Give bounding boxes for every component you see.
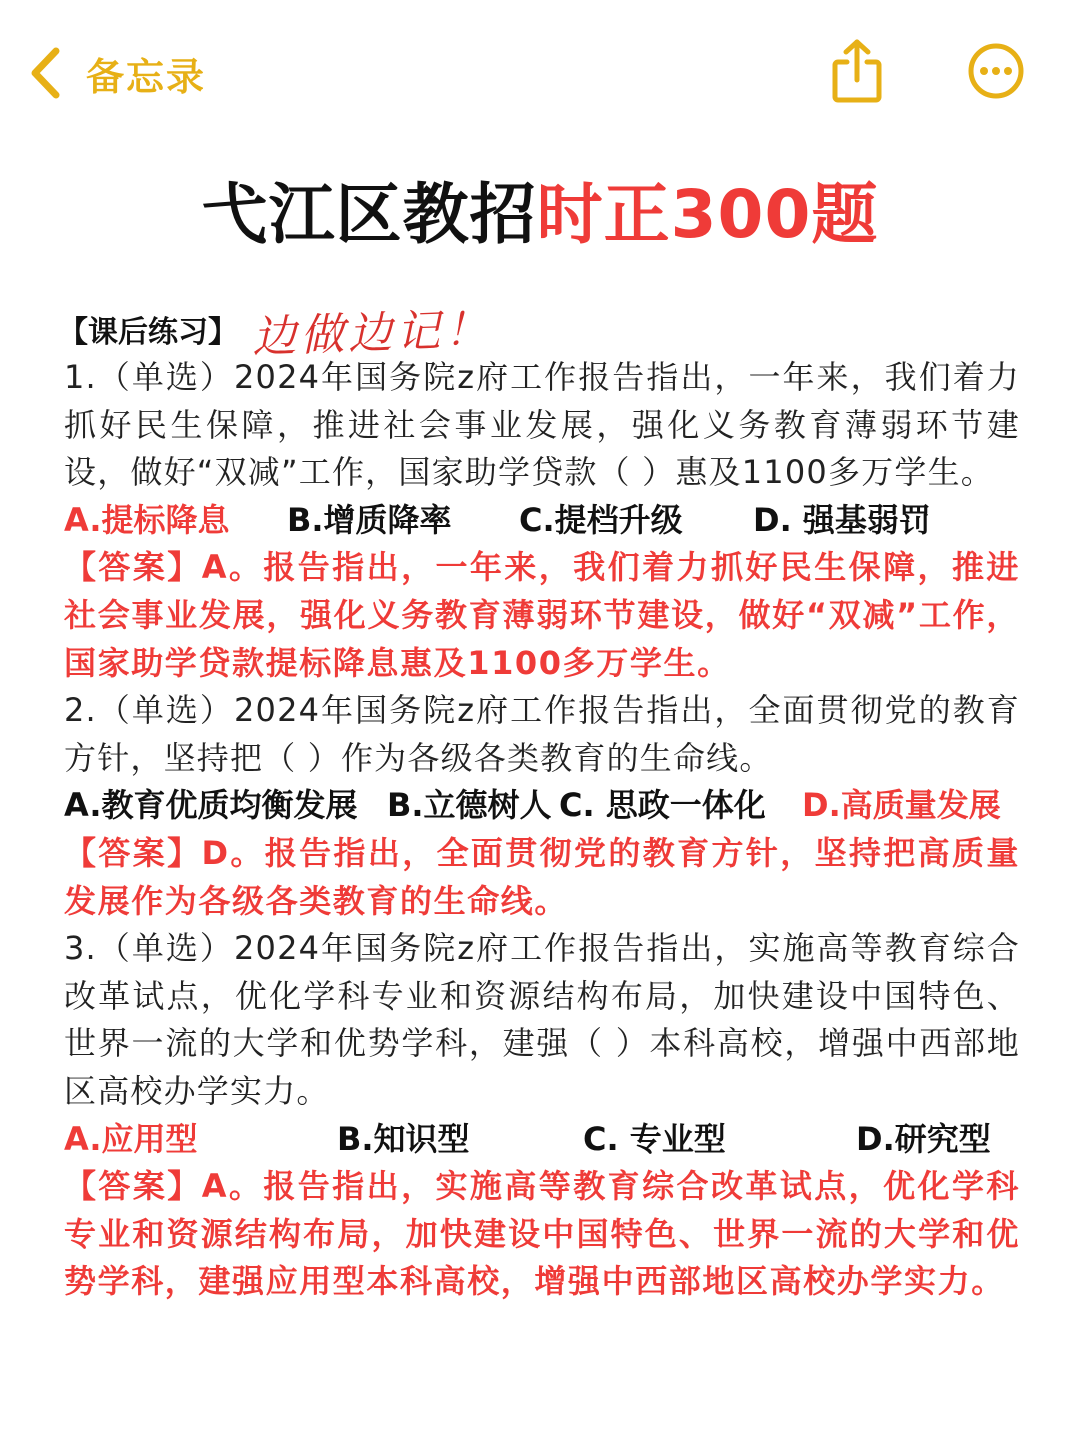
option-b: B.增质降率	[287, 500, 452, 539]
option-a: A.应用型	[64, 1119, 198, 1158]
option-a: A.提标降息	[64, 500, 230, 539]
handwritten-note: 边做边记！	[251, 303, 493, 364]
option-d: D. 强基弱罚	[753, 500, 931, 539]
options-row	[64, 1116, 1020, 1164]
option-d: D.研究型	[856, 1119, 991, 1158]
chevron-left-icon	[28, 46, 62, 100]
question-stem: 2.（单选）2024年国务院z府工作报告指出，全面贯彻党的教育方针，坚持把（ ）作为各级各类教育的生命线。	[64, 691, 1020, 777]
option-b: B.知识型	[337, 1119, 470, 1158]
title-black-part: 弋江区教招	[201, 176, 537, 253]
note-body[interactable]	[58, 303, 1020, 1306]
option-c: C. 专业型	[583, 1119, 726, 1158]
back-button[interactable]	[28, 40, 206, 106]
option-d: D.高质量发展	[802, 786, 1001, 825]
section-label: 【课后练习】	[58, 315, 238, 350]
question-stem: 1.（单选）2024年国务院z府工作报告指出，一年来，我们着力抓好民生保障，推进社会事业发展，强化义务教育薄弱环节建设，做好“双减”工作，国家助学贷款（ ）惠及1100多万学生。	[64, 358, 1020, 492]
ellipsis-circle-icon	[967, 42, 1025, 104]
answer-explanation: 【答案】D。报告指出，全面贯彻党的教育方针，坚持把高质量发展作为各级各类教育的生命线。	[64, 833, 1020, 920]
options-row	[64, 782, 1020, 830]
answer-explanation: 【答案】A。报告指出，实施高等教育综合改革试点，优化学科专业和资源结构布局，加快建设中国特色、世界一流的大学和优势学科，建强应用型本科高校，增强中西部地区高校办学实力。	[64, 1167, 1020, 1301]
nav-bar	[0, 0, 1080, 150]
answer-explanation: 【答案】A。报告指出，一年来，我们着力抓好民生保障，推进社会事业发展，强化义务教育薄弱环节建设，做好“双减”工作，国家助学贷款提标降息惠及1100多万学生。	[64, 548, 1020, 682]
section-header	[58, 303, 1020, 364]
title-red-part: 时正300题	[536, 176, 879, 253]
option-a: A.教育优质均衡发展	[64, 786, 358, 825]
page-title	[0, 172, 1080, 258]
back-label: 备忘录	[86, 54, 207, 99]
question-stem: 3.（单选）2024年国务院z府工作报告指出，实施高等教育综合改革试点，优化学科专业和资源结构布局，加快建设中国特色、世界一流的大学和优势学科，建强（ ）本科高校，增强中西部地区高校办学实力。	[64, 929, 1020, 1110]
option-c: C.提档升级	[519, 500, 683, 539]
more-options-button[interactable]	[961, 38, 1031, 108]
options-row	[64, 497, 1020, 545]
share-button[interactable]	[822, 38, 892, 108]
option-b: B.立德树人	[387, 786, 552, 825]
option-c: C. 思政一体化	[559, 786, 766, 825]
share-icon	[829, 38, 885, 108]
